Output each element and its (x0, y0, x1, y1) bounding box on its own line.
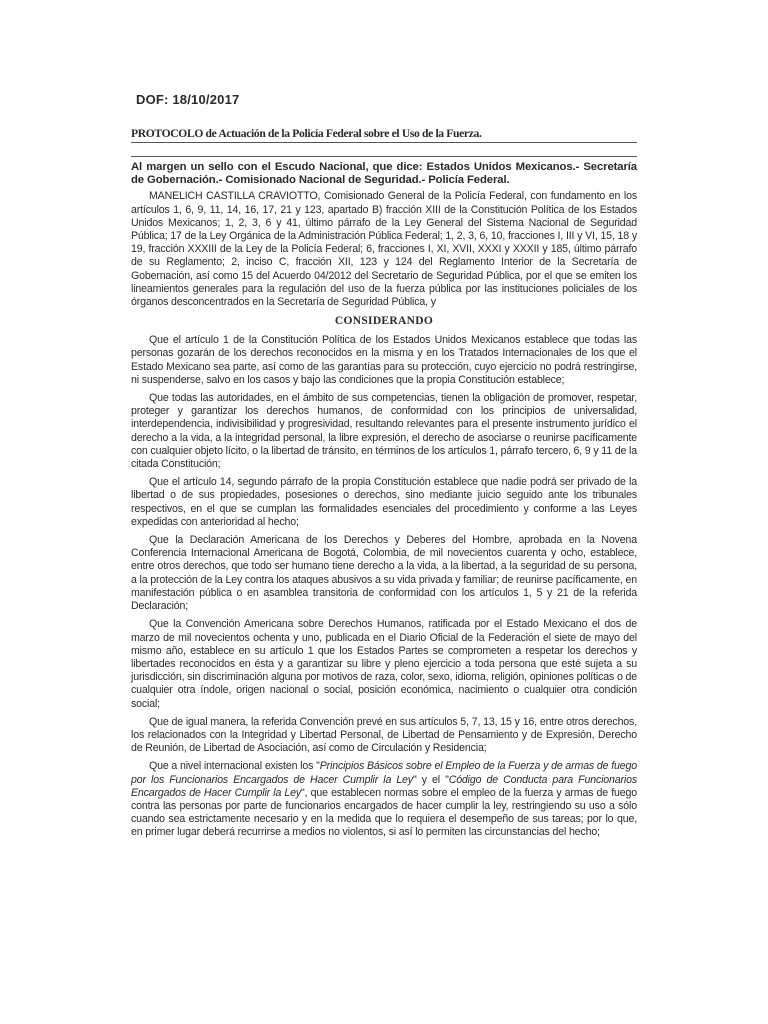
dof-date: DOF: 18/10/2017 (136, 92, 240, 107)
paragraph-7-text-b: " y el " (412, 773, 449, 786)
intro-paragraph: MANELICH CASTILLA CRAVIOTTO, Comisionado General de la Policía Federal, con fundamento en los artículos 1, 6, 9, 11, 14, 16, 17, 21 y 123, apartado B) fracción XIII de la Constitución Política de los Estados Unidos Mexicanos; 1, 2, 3, 6 y 41, último párrafo de la Ley General del Sistema Nacional de Seguridad Pública; 17 de la Ley Orgánica de la Administración Pública Federal; 1, 2, 3, 6, 10, fracciones I, III y VI, 15, 18 y 19, fracción XXXIII de la Ley de la Policía Federal; 6, fracciones I, XI, XVII, XXXI y XXXII y 185, último párrafo de su Reglamento; 2, inciso C, fracción XII, 123 y 124 del Reglamento Interior de la Secretaría de Gobernación, así como 15 del Acuerdo 04/2012 del Secretario de Seguridad Pública, por el que se emiten los lineamientos generales para la regulación del uso de la fuerza pública por las instituciones policiales de los órganos desconcentrados en la Secretaría de Seguridad Pública, y (131, 190, 637, 309)
principios-basicos-title: Principios Básicos sobre el Empleo de la Fuerza y de armas de fuego por los Funcionarios Encargados de Hacer Cumplir la Ley (131, 760, 637, 786)
document-page (131, 92, 637, 840)
section-heading-considerando: CONSIDERANDO (334, 315, 434, 328)
paragraph-7-text-a: Que a nivel internacional existen los " (149, 760, 320, 773)
considering-paragraph-2: Que todas las autoridades, en el ámbito de sus competencias, tienen la obligación de promover, respetar, proteger y garantizar los derechos humanos, de conformidad con los principios de universalidad, interdependencia, indivisibilidad y progresividad, resultando relevantes para el presente instrumento jurídico el derecho a la vida, a la integridad personal, la libre expresión, el derecho de asociarse o reunirse pacíficamente con cualquier objeto lícito, o la libertad de tránsito, en términos de los artículos 1, párrafo tercero, 6, 9 y 11 de la citada Constitución; (131, 392, 637, 471)
protocol-title: PROTOCOLO de Actuación de la Policía Federal sobre el Uso de la Fuerza. (131, 127, 637, 143)
considering-paragraph-4: Que la Declaración Americana de los Derechos y Deberes del Hombre, aprobada en la Novena Conferencia Internacional Americana de Bogotá, Colombia, de mil novecientos cuarenta y ocho, establece, entre otros derechos, que todo ser humano tiene derecho a la vida, a la libertad, a la seguridad de su persona, a la protección de la Ley contra los ataques abusivos a su vida privada y familiar; de reunirse pacíficamente, en manifestación pública o en asamblea transitoria de conformidad con los artículos 1, 5 y 21 de la referida Declaración; (131, 534, 637, 613)
seal-margin-note: Al margen un sello con el Escudo Nacional, que dice: Estados Unidos Mexicanos.- Secretaría de Gobernación.- Comisionado Nacional de Seguridad.- Policía Federal. (131, 156, 637, 187)
codigo-de-conducta-title: Código de Conducta para Funcionarios Encargados de Hacer Cumplir la Ley (131, 773, 637, 799)
considering-paragraph-6: Que de igual manera, la referida Convención prevé en sus artículos 5, 7, 13, 15 y 16, entre otros derechos, los relacionados con la Integridad y Libertad Personal, de Libertad de Pensamiento y de Expresión, Derecho de Reunión, de Libertad de Asociación, así como de Circulación y Residencia; (131, 715, 637, 755)
considering-paragraph-7 (131, 760, 637, 839)
considering-paragraph-5: Que la Convención Americana sobre Derechos Humanos, ratificada por el Estado Mexicano el dos de marzo de mil novecientos ochenta y uno, publicada en el Diario Oficial de la Federación el siete de mayo del mismo año, establece en su artículo 1 que los Estados Partes se comprometen a respetar los derechos y libertades reconocidos en ésta y a garantizar su libre y pleno ejercicio a toda persona que esté sujeta a su jurisdicción, sin discriminación alguna por motivos de raza, color, sexo, idioma, religión, opiniones políticas o de cualquier otra índole, origen nacional o social, posición económica, nacimiento o cualquier otra condición social; (131, 618, 637, 710)
paragraph-7-text-c: ", que establecen normas sobre el empleo de la fuerza y armas de fuego contra las personas por parte de funcionarios encargados de hacer cumplir la ley, restringiendo su uso a sólo cuando sea estrictamente necesario y en la medida que lo requiera el desempeño de sus tareas; por lo que, en primer lugar deberá recurrirse a medios no violentos, si así lo permiten las circunstancias del hecho; (131, 786, 637, 839)
considering-paragraph-1: Que el artículo 1 de la Constitución Política de los Estados Unidos Mexicanos establece que todas las personas gozarán de los derechos reconocidos en la misma y en los Tratados Internacionales de los que el Estado Mexicano sea parte, así como de las garantías para su protección, cuyo ejercicio no podrá restringirse, ni suspenderse, salvo en los casos y bajo las condiciones que la propia Constitución establece; (131, 334, 637, 386)
considering-paragraph-3: Que el artículo 14, segundo párrafo de la propia Constitución establece que nadie podrá ser privado de la libertad o de sus propiedades, posesiones o derechos, sino mediante juicio seguido ante los tribunales respectivos, en el que se cumplan las formalidades esenciales del procedimiento y conforme a las Leyes expedidas con anterioridad al hecho; (131, 476, 637, 528)
